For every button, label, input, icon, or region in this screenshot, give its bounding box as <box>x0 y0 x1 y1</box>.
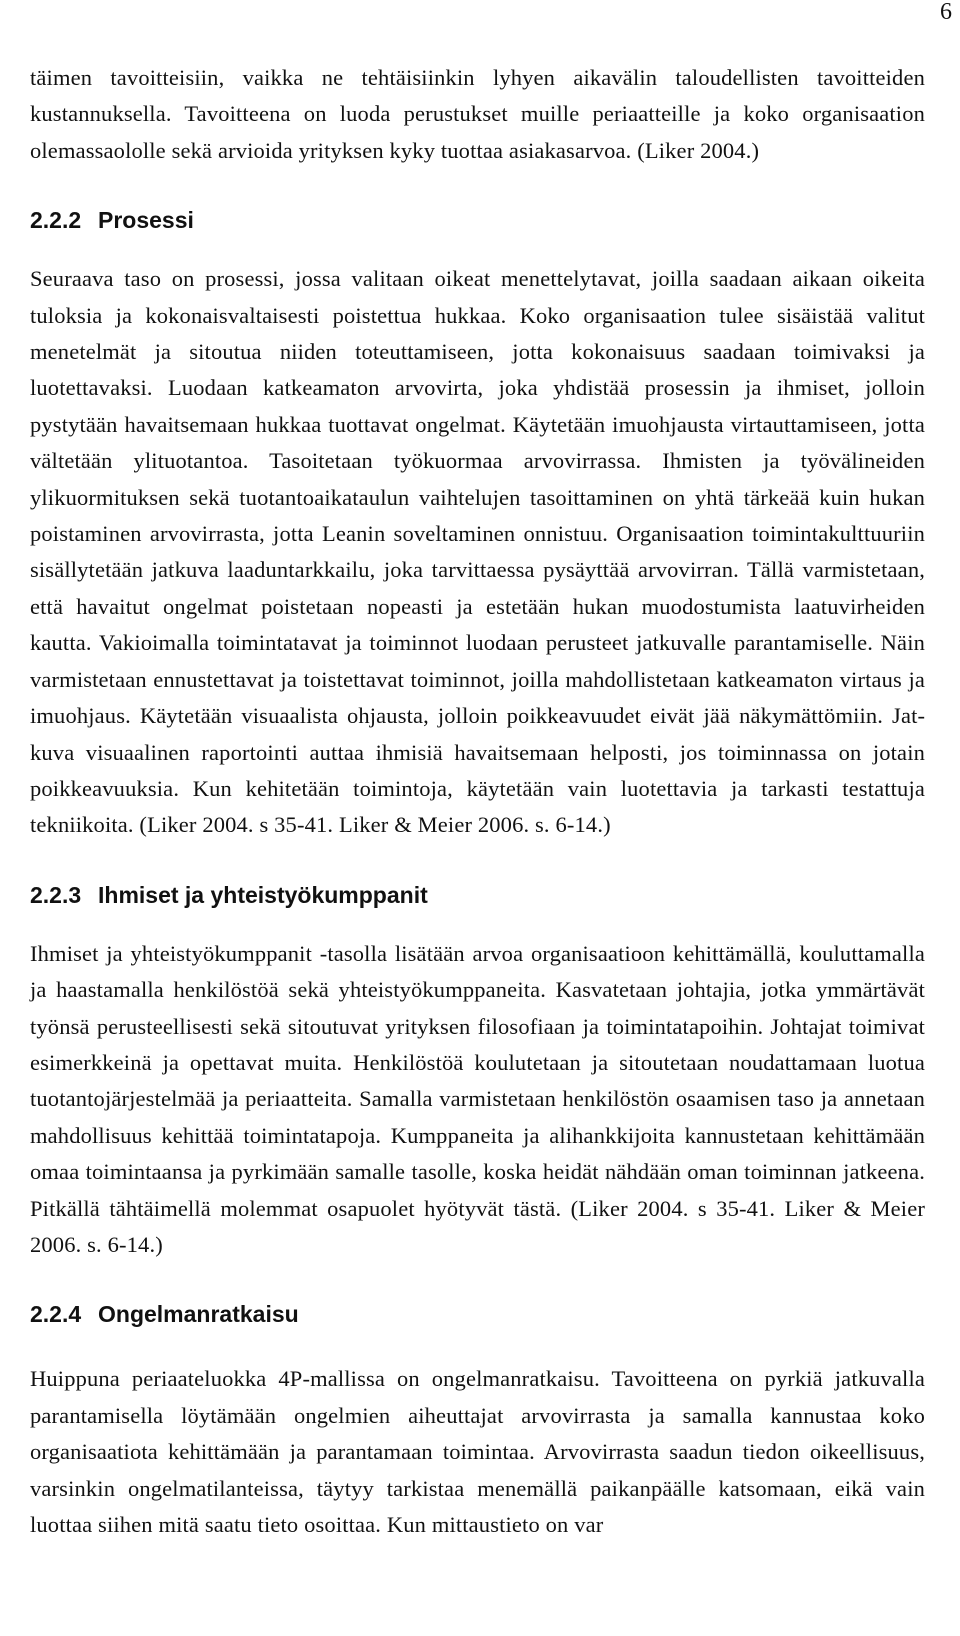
document-body <box>30 60 925 1543</box>
section-title: Prosessi <box>98 207 194 234</box>
page-number: 6 <box>940 0 952 25</box>
section-heading-ongelmanratkaisu <box>30 1299 925 1329</box>
section-number: 2.2.2 <box>30 207 82 234</box>
section-number: 2.2.4 <box>30 1301 82 1328</box>
section-title: Ongelmanratkaisu <box>98 1301 299 1328</box>
section-paragraph-ihmiset: Ihmiset ja yhteistyökumppanit -tasolla lisätään arvoa organisaatioon kehittämällä, kouluttamalla ja haastamalla henkilöstöä sekä yhteistyökumppaneita. Kasvatetaan johtajia, jotka ymmärtävät työnsä perusteellisesti sekä sitoutuvat yrityksen filosofiaan ja toimintatapoihin. Johtajat toimivat esimerkkeinä ja opettavat muita. Henkilöstöä koulutetaan ja sitoutetaan noudattamaan luotua tuotantojärjestelmää ja periaatteita. Samalla varmistetaan henkilöstön osaamisen taso ja annetaan mahdollisuus kehittää toimintatapoja. Kumppaneita ja alihankkijoita kannustetaan kehittämään omaa toimintaansa ja pyrkimään samalle tasolle, koska heidät nähdään oman toiminnan jatkeena. Pitkällä tähtäimellä molemmat osapuolet hyötyvät tästä. (Liker 2004. s 35-41. Liker & Meier 2006. s. 6-14.) <box>30 940 925 1257</box>
section-title: Ihmiset ja yhteistyökumppanit <box>98 881 428 908</box>
section-heading-prosessi <box>30 205 925 235</box>
section-paragraph-ongelmanratkaisu: Huippuna periaateluokka 4P-mallissa on ongelmanratkaisu. Tavoitteena on pyrkiä jatkuvalla parantamisella löytämään ongelmien aiheuttajat arvovirrasta ja samalla kannustaa koko organisaatiota kehittämään ja parantamaan toimintaa. Arvovirrasta saadun tiedon oikeellisuus, varsinkin ongelmatilanteissa, täytyy tarkistaa menemällä paikanpäälle katsomaan, eikä vain luottaa siihen mitä saatu tieto osoittaa. Kun mittaustieto on var <box>30 1366 925 1537</box>
intro-paragraph: täimen tavoitteisiin, vaikka ne tehtäisiinkin lyhyen aikavälin taloudellisten tavoitteiden kustannuksella. Tavoitteena on luoda perustukset muille periaatteille ja koko organisaation olemassaololle sekä arvioida yrityksen kyky tuottaa asiakasarvoa. (Liker 2004.) <box>30 65 925 163</box>
section-heading-ihmiset <box>30 880 925 910</box>
section-number: 2.2.3 <box>30 881 82 908</box>
section-paragraph-prosessi: Seuraava taso on prosessi, jossa valitaan oikeat menettelytavat, joilla saadaan aikaan oikeita tuloksia ja kokonaisvaltaisesti poistettua hukkaa. Koko organisaation tulee sisäistää valitut menetelmät ja sitoutua niiden toteuttamiseen, jotta kokonaisuus saadaan toimivaksi ja luotettavaksi. Luodaan katkeamaton arvovirta, joka yhdistää prosessin ja ihmiset, jolloin pystytään havaitsemaan hukkaa tuottavat ongelmat. Käytetään imuohjausta virtauttamiseen, jotta vältetään ylituotantoa. Tasoitetaan työkuormaa arvovirrassa. Ihmisten ja työvälineiden ylikuormituksen sekä tuotantoaikataulun vaihtelujen tasoittaminen on yhtä tärkeää kuin hukan poistaminen arvovirrasta, jotta Leanin soveltaminen onnistuu. Organisaation toimintakulttuuriin sisällytetään jatkuva laaduntarkkailu, joka tarvittaessa pysäyttää arvovirran. Tällä varmistetaan, että havaitut ongelmat poistetaan nopeasti ja estetään hukan muodostumista laatuvirheiden kautta. Vakioimalla toimintatavat ja toiminnot luodaan perusteet jatkuvalle parantamiselle. Näin varmistetaan ennustettavat ja toistettavat toiminnot, joilla mahdollistetaan katkeamaton virtaus ja imuohjaus. Käytetään visuaalista ohjausta, jolloin poikkeavuudet eivät jää näkymättömiin. Jatkuva visuaalinen raportointi auttaa ihmisiä havaitsemaan helposti, jos toiminnassa on jotain poikkeavuuksia. Kun kehitetään toimintoja, käytetään vain luotettavia ja tarkasti testattuja tekniikoita. (Liker 2004. s 35-41. Liker & Meier 2006. s. 6-14.) <box>30 266 925 838</box>
